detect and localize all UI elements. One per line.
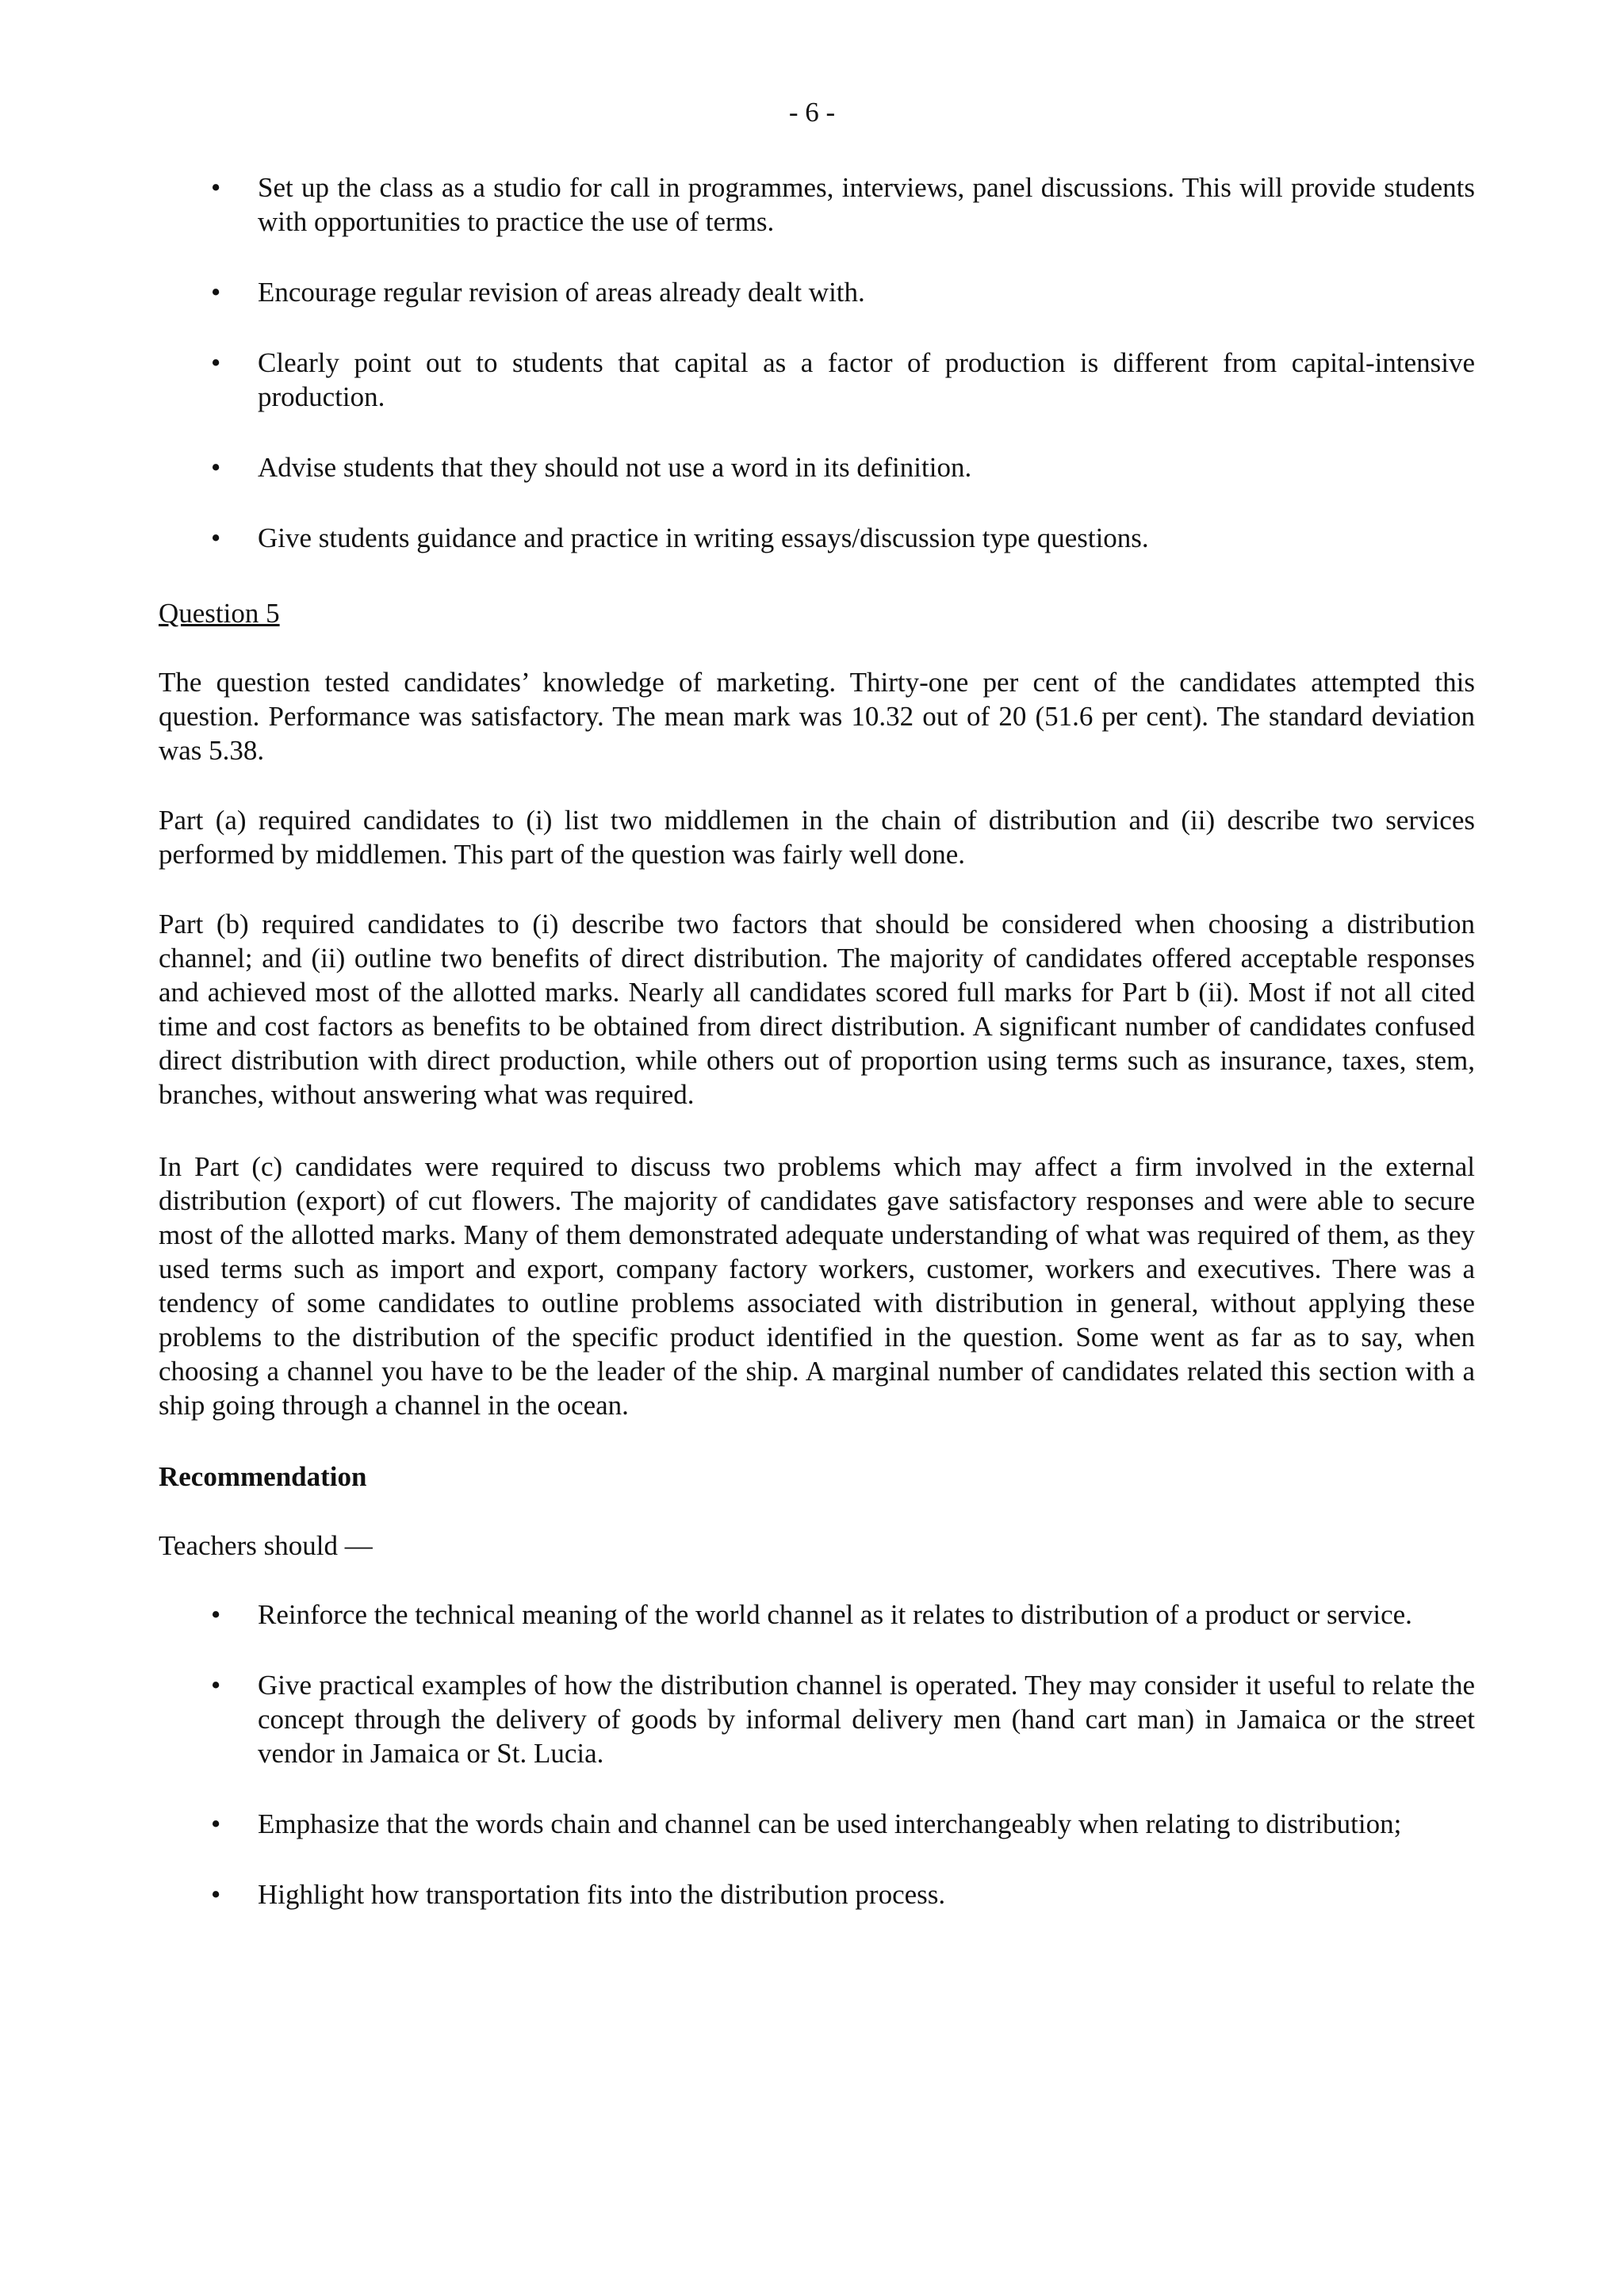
bullet-icon: • bbox=[211, 347, 221, 378]
page-number: - 6 - bbox=[788, 97, 836, 128]
list-item bbox=[159, 1807, 1475, 1841]
list-item-text: Give practical examples of how the distribution channel is operated. They may consider it useful to relate the concept through the delivery of goods by informal delivery men (hand cart man) in Jamaica or the street vendor in Jamaica or St. Lucia. bbox=[258, 1670, 1475, 1769]
bullet-icon: • bbox=[211, 1808, 221, 1839]
bullet-icon: • bbox=[211, 522, 221, 553]
list-item-text: Clearly point out to students that capital as a factor of production is different from capital-intensive production. bbox=[258, 347, 1475, 412]
list-item-text: Advise students that they should not use a word in its definition. bbox=[258, 452, 972, 483]
list-item bbox=[159, 521, 1475, 555]
list-item-text: Give students guidance and practice in writing essays/discussion type questions. bbox=[258, 522, 1149, 553]
list-item-text: Emphasize that the words chain and channel can be used interchangeably when relating to distribution; bbox=[258, 1808, 1402, 1839]
bullet-icon: • bbox=[211, 277, 221, 308]
question-heading: Question 5 bbox=[159, 598, 280, 629]
paragraph-part-c: In Part (c) candidates were required to discuss two problems which may affect a firm involved in the external distribution (export) of cut flowers. The majority of candidates gave satisfactory responses and were able to secure most of the allotted marks. Many of them demonstrated adequate understanding of what was required of them, as they used terms such as import and export, company factory workers, customer, workers and executives. There was a tendency of some candidates to outline problems associated with distribution in general, without applying these problems to the distribution of the specific product identified in the question. Some went as far as to say, when choosing a channel you have to be the leader of the ship. A marginal number of candidates related this section with a ship going through a channel in the ocean. bbox=[159, 1151, 1475, 1421]
list-item bbox=[159, 170, 1475, 239]
paragraph-part-a: Part (a) required candidates to (i) list two middlemen in the chain of distribution and (ii) describe two services performed by middlemen. This part of the question was fairly well done. bbox=[159, 805, 1475, 870]
list-item bbox=[159, 346, 1475, 414]
list-item bbox=[159, 450, 1475, 484]
bullet-icon: • bbox=[211, 1879, 221, 1910]
recommendation-heading: Recommendation bbox=[159, 1461, 367, 1492]
list-item-text: Set up the class as a studio for call in programmes, interviews, panel discussions. This will provide students with opportunities to practice the use of terms. bbox=[258, 172, 1475, 237]
paragraph-part-b: Part (b) required candidates to (i) describe two factors that should be considered when choosing a distribution channel; and (ii) outline two benefits of direct distribution. The majority of candidates offered acceptable responses and achieved most of the allotted marks. Nearly all candidates scored full marks for Part b (ii). Most if not all cited time and cost factors as benefits to be obtained from direct distribution. A significant number of candidates confused direct distribution with direct production, while others out of proportion using terms such as insurance, taxes, stem, branches, without answering what was required. bbox=[159, 909, 1475, 1110]
list-item bbox=[159, 1668, 1475, 1770]
paragraph-intro: The question tested candidates’ knowledge of marketing. Thirty-one per cent of the candidates attempted this question. Performance was satisfactory. The mean mark was 10.32 out of 20 (51.6 per cent). The standard deviation was 5.38. bbox=[159, 667, 1475, 766]
list-item bbox=[159, 275, 1475, 309]
list-item-text: Highlight how transportation fits into the distribution process. bbox=[258, 1879, 946, 1910]
teachers-should-text: Teachers should — bbox=[159, 1530, 373, 1561]
list-item-text: Encourage regular revision of areas already dealt with. bbox=[258, 277, 865, 308]
bullet-icon: • bbox=[211, 452, 221, 483]
recommendation-list-top bbox=[159, 170, 1475, 591]
bullet-icon: • bbox=[211, 1599, 221, 1630]
list-item-text: Reinforce the technical meaning of the world channel as it relates to distribution of a product or service. bbox=[258, 1599, 1412, 1630]
bullet-icon: • bbox=[211, 1670, 221, 1701]
list-item bbox=[159, 1598, 1475, 1632]
bullet-icon: • bbox=[211, 172, 221, 203]
list-item bbox=[159, 1877, 1475, 1911]
recommendation-list-bottom bbox=[159, 1598, 1475, 1948]
